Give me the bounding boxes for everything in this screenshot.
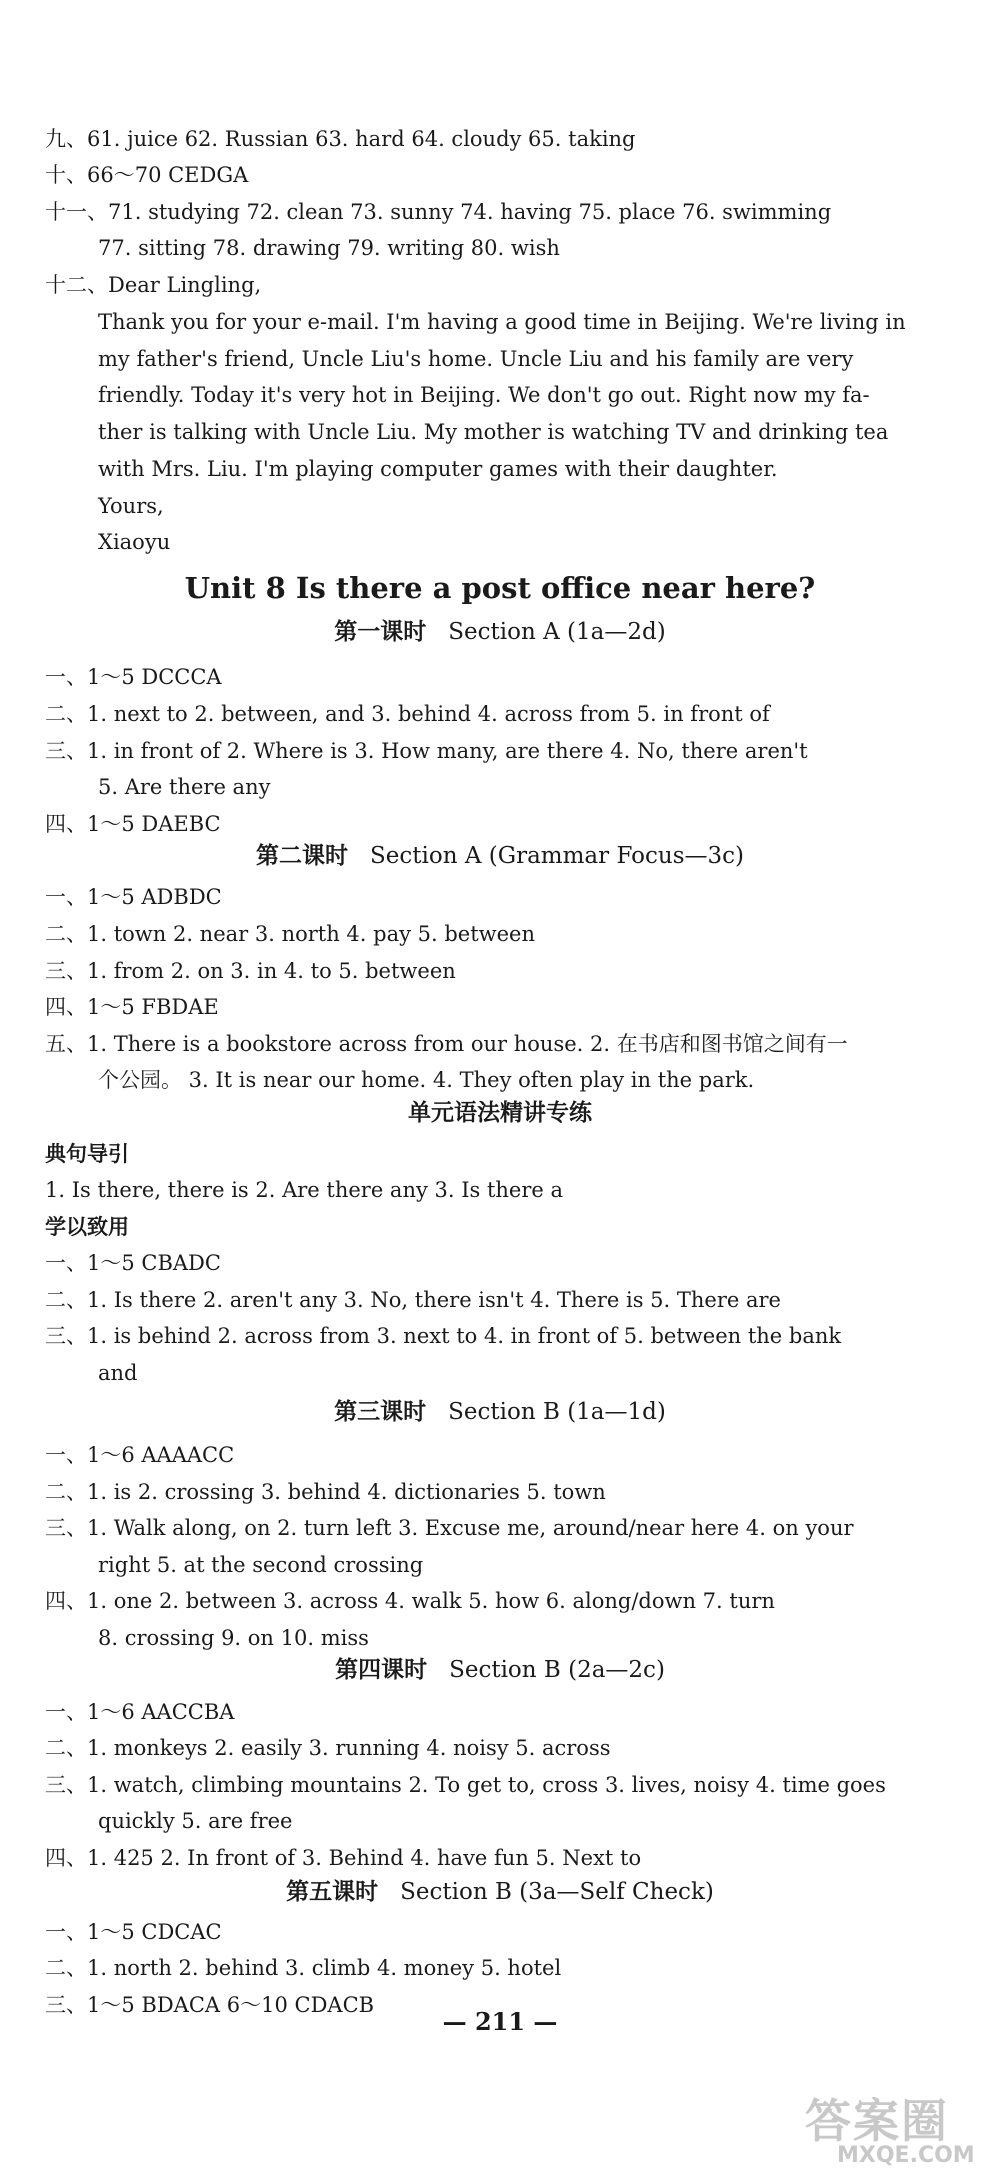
- letter-line: Yours,: [98, 494, 164, 518]
- answer-line: 四、1～5 FBDAE: [45, 995, 219, 1019]
- section-heading-en: Section A (Grammar Focus—3c): [370, 843, 744, 869]
- section-heading-cn: 第四课时: [335, 1657, 428, 1683]
- section-heading: [0, 836, 1000, 876]
- watermark-text: 答案圈: [805, 2094, 949, 2148]
- answer-line: 二、1. next to 2. between, and 3. behind 4. across from 5. in front of: [45, 702, 770, 726]
- answer-line: 三、1. in front of 2. Where is 3. How many, are there 4. No, there aren't: [45, 739, 808, 763]
- answer-line: 二、1. town 2. near 3. north 4. pay 5. between: [45, 922, 536, 946]
- answer-line: 四、1. 425 2. In front of 3. Behind 4. have fun 5. Next to: [45, 1846, 642, 1870]
- section-heading: [0, 1650, 1000, 1690]
- answer-line: 三、1～5 BDACA 6～10 CDACB: [45, 1993, 375, 2017]
- section-heading-en: Section A (1a—2d): [448, 619, 666, 645]
- section-heading-en: Section B (2a—2c): [449, 1657, 665, 1683]
- answer-line: 四、1～5 DAEBC: [45, 812, 221, 836]
- letter-line: my father's friend, Uncle Liu's home. Uncle Liu and his family are very: [98, 347, 854, 371]
- answer-line: 一、1～5 CDCAC: [45, 1920, 222, 1944]
- grammar-section-title: 单元语法精讲专练: [408, 1100, 592, 1126]
- answer-line: 二、1. monkeys 2. easily 3. running 4. noisy 5. across: [45, 1736, 611, 1760]
- answer-line: 十一、71. studying 72. clean 73. sunny 74. having 75. place 76. swimming: [45, 200, 832, 224]
- answer-line: 一、1～5 DCCCA: [45, 665, 222, 689]
- answer-line: 1. Is there, there is 2. Are there any 3. Is there a: [45, 1178, 564, 1202]
- answer-line: 十、66～70 CEDGA: [45, 163, 249, 187]
- answer-line: 四、1. one 2. between 3. across 4. walk 5. how 6. along/down 7. turn: [45, 1589, 775, 1613]
- page-number: — 211 —: [442, 2007, 558, 2036]
- answer-line: quickly 5. are free: [98, 1809, 293, 1833]
- answer-line: 一、1～6 AAAACC: [45, 1443, 235, 1467]
- answer-line: 一、1～6 AACCBA: [45, 1700, 235, 1724]
- answer-line: 三、1. is behind 2. across from 3. next to 4. in front of 5. between the bank: [45, 1324, 842, 1348]
- answer-line: 五、1. There is a bookstore across from our house. 2. 在书店和图书馆之间有一: [45, 1032, 848, 1056]
- answer-line: 三、1. from 2. on 3. in 4. to 5. between: [45, 959, 456, 983]
- section-heading-cn: 第三课时: [334, 1399, 427, 1425]
- answer-line: 九、61. juice 62. Russian 63. hard 64. cloudy 65. taking: [45, 127, 636, 151]
- answer-line: 二、1. north 2. behind 3. climb 4. money 5. hotel: [45, 1956, 562, 1980]
- letter-line: Thank you for your e-mail. I'm having a good time in Beijing. We're living in: [98, 310, 906, 334]
- answer-line: and: [98, 1361, 138, 1385]
- watermark-logo: [795, 2085, 995, 2173]
- letter-line: with Mrs. Liu. I'm playing computer games with their daughter.: [98, 457, 778, 481]
- section-heading-cn: 第五课时: [286, 1879, 379, 1905]
- letter-line: friendly. Today it's very hot in Beijing. We don't go out. Right now my fa-: [98, 383, 870, 407]
- answer-line: 十二、Dear Lingling,: [45, 273, 262, 297]
- section-heading-en: Section B (3a—Self Check): [400, 1879, 714, 1905]
- section-heading-cn: 第一课时: [334, 619, 427, 645]
- answer-line: 三、1. Walk along, on 2. turn left 3. Excuse me, around/near here 4. on your: [45, 1516, 854, 1540]
- answer-line: 个公园。 3. It is near our home. 4. They often play in the park.: [98, 1068, 755, 1092]
- watermark-url: MXQE.COM: [837, 2143, 975, 2168]
- letter-line: Xiaoyu: [98, 530, 171, 554]
- answer-line: right 5. at the second crossing: [98, 1553, 424, 1577]
- unit-title: Unit 8 Is there a post office near here?: [184, 571, 816, 605]
- section-heading-en: Section B (1a—1d): [448, 1399, 666, 1425]
- answer-line: 77. sitting 78. drawing 79. writing 80. wish: [98, 236, 560, 260]
- section-heading: [0, 612, 1000, 652]
- answer-line: 8. crossing 9. on 10. miss: [98, 1626, 369, 1650]
- section-heading: [0, 1872, 1000, 1912]
- answer-line: 一、1～5 ADBDC: [45, 885, 222, 909]
- answer-line: 5. Are there any: [98, 775, 271, 799]
- answer-line: 二、1. Is there 2. aren't any 3. No, there isn't 4. There is 5. There are: [45, 1288, 781, 1312]
- answer-line: 三、1. watch, climbing mountains 2. To get to, cross 3. lives, noisy 4. time goes: [45, 1773, 886, 1797]
- answer-line: 二、1. is 2. crossing 3. behind 4. dictionaries 5. town: [45, 1480, 606, 1504]
- sub-heading: 学以致用: [45, 1215, 129, 1239]
- letter-line: ther is talking with Uncle Liu. My mother is watching TV and drinking tea: [98, 420, 889, 444]
- sub-heading: 典句导引: [45, 1142, 129, 1166]
- section-heading-cn: 第二课时: [256, 843, 349, 869]
- section-heading: [0, 1392, 1000, 1432]
- answer-line: 一、1～5 CBADC: [45, 1251, 221, 1275]
